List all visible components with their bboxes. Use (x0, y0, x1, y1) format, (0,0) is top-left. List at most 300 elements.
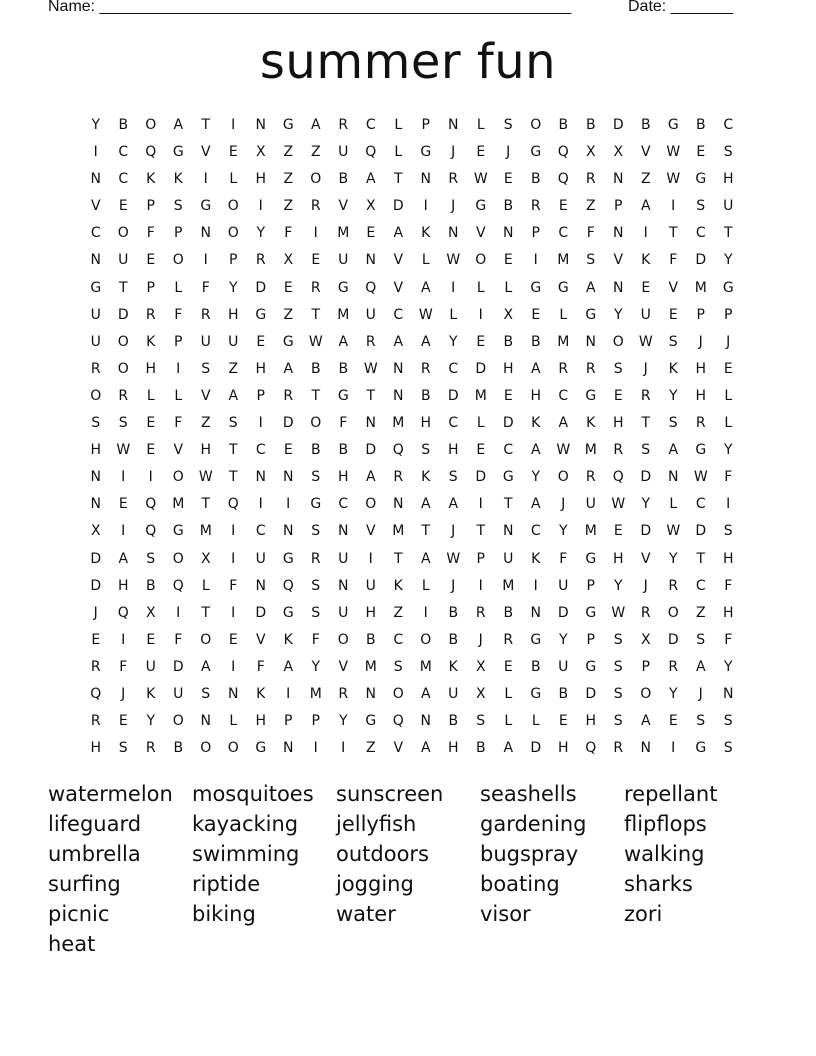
grid-letter: N (420, 171, 431, 188)
grid-letter: G (255, 306, 267, 323)
grid-letter: B (173, 740, 184, 757)
grid-letter: Q (227, 496, 239, 513)
grid-letter: G (695, 740, 707, 757)
grid-letter: Q (392, 713, 404, 730)
grid-letter: V (365, 523, 376, 540)
grid-letter: B (530, 333, 541, 350)
grid-letter: T (118, 279, 128, 296)
grid-letter: T (503, 496, 513, 513)
grid-letter: Y (146, 713, 156, 730)
grid-letter: D (695, 523, 707, 540)
word-list-item: visor (480, 902, 531, 926)
grid-letter: N (503, 225, 514, 242)
grid-letter: L (531, 713, 540, 730)
grid-letter: C (365, 117, 376, 133)
grid-letter: Q (365, 279, 377, 296)
grid-letter: Z (200, 415, 211, 432)
grid-letter: G (172, 523, 184, 540)
grid-letter: S (613, 658, 623, 675)
grid-letter: C (90, 225, 101, 242)
grid-letter: H (227, 306, 239, 323)
grid-letter: E (558, 713, 568, 730)
grid-letter: G (200, 198, 212, 215)
word-list-item: gardening (480, 812, 587, 836)
grid-letter: Z (283, 171, 294, 188)
grid-letter: K (421, 225, 431, 242)
grid-letter: E (613, 387, 623, 404)
grid-letter: G (365, 713, 377, 730)
grid-letter: T (696, 550, 706, 567)
grid-letter: S (311, 577, 321, 594)
grid-letter: A (695, 658, 706, 675)
grid-letter: T (668, 225, 678, 242)
grid-letter: F (146, 225, 155, 242)
grid-letter: N (200, 225, 211, 242)
grid-letter: V (640, 144, 651, 161)
grid-letter: S (503, 117, 513, 133)
page-title: summer fun (259, 34, 557, 90)
grid-letter: A (668, 442, 679, 459)
grid-letter: O (172, 469, 184, 486)
grid-letter: M (337, 225, 350, 242)
grid-letter: O (392, 685, 404, 702)
grid-letter: L (174, 387, 183, 404)
grid-letter: E (696, 144, 706, 161)
grid-row (82, 359, 742, 386)
grid-letter: J (643, 577, 648, 594)
grid-row (82, 630, 742, 657)
grid-letter: B (338, 442, 349, 459)
grid-letter: G (255, 740, 267, 757)
grid-letter: F (586, 225, 595, 242)
grid-row (82, 494, 742, 521)
grid-letter: W (638, 333, 653, 350)
grid-letter: V (475, 225, 486, 242)
grid-letter: W (556, 442, 571, 459)
grid-letter: U (723, 198, 734, 215)
grid-letter: H (420, 415, 432, 432)
grid-letter: X (585, 144, 596, 161)
grid-letter: C (255, 442, 266, 459)
grid-letter: B (503, 604, 514, 621)
grid-letter: W (363, 360, 378, 377)
grid-letter: P (311, 713, 320, 730)
grid-letter: Y (311, 658, 321, 675)
grid-letter: D (255, 279, 267, 296)
grid-letter: L (449, 306, 458, 323)
grid-letter: Q (145, 144, 157, 161)
grid-letter: N (338, 523, 349, 540)
grid-letter: N (613, 225, 624, 242)
grid-letter: L (174, 279, 183, 296)
grid-letter: Y (613, 577, 623, 594)
grid-letter: I (121, 469, 126, 486)
grid-letter: B (475, 740, 486, 757)
grid-letter: A (393, 333, 404, 350)
grid-letter: Q (365, 144, 377, 161)
grid-letter: S (613, 360, 623, 377)
grid-letter: E (146, 252, 156, 269)
grid-letter: R (338, 117, 349, 133)
grid-letter: I (478, 496, 483, 513)
grid-letter: P (724, 306, 733, 323)
grid-letter: C (448, 360, 459, 377)
grid-letter: G (695, 171, 707, 188)
grid-letter: F (174, 415, 183, 432)
grid-letter: B (420, 387, 431, 404)
grid-letter: H (722, 171, 734, 188)
grid-letter: O (227, 740, 239, 757)
word-list-item: walking (624, 842, 705, 866)
grid-letter: E (146, 631, 156, 648)
grid-letter: O (667, 604, 679, 621)
grid-letter: I (726, 496, 731, 513)
grid-letter: A (283, 658, 294, 675)
grid-letter: I (533, 577, 538, 594)
grid-row (82, 305, 742, 332)
grid-letter: V (640, 550, 651, 567)
grid-letter: U (145, 658, 156, 675)
grid-letter: K (173, 171, 183, 188)
grid-letter: W (308, 333, 323, 350)
grid-letter: U (448, 685, 459, 702)
grid-letter: L (724, 415, 733, 432)
word-list-item: bugspray (480, 842, 579, 866)
grid-letter: P (146, 279, 155, 296)
grid-letter: G (530, 279, 542, 296)
grid-letter: G (282, 550, 294, 567)
grid-letter: U (503, 550, 514, 567)
grid-letter: P (614, 198, 623, 215)
grid-letter: R (145, 306, 156, 323)
grid-letter: J (478, 631, 483, 648)
grid-letter: H (722, 604, 734, 621)
grid-letter: S (723, 523, 733, 540)
grid-letter: T (421, 523, 431, 540)
grid-letter: V (393, 252, 404, 269)
grid-letter: I (423, 604, 428, 621)
grid-letter: R (585, 171, 596, 188)
grid-row (82, 413, 742, 440)
grid-letter: V (90, 198, 101, 215)
grid-letter: R (200, 306, 211, 323)
grid-letter: E (723, 360, 733, 377)
grid-letter: P (146, 198, 155, 215)
grid-letter: D (392, 198, 404, 215)
grid-letter: S (201, 685, 211, 702)
grid-letter: Y (613, 306, 623, 323)
grid-letter: K (641, 252, 651, 269)
grid-letter: C (393, 631, 404, 648)
grid-letter: Y (531, 469, 541, 486)
grid-letter: A (503, 740, 514, 757)
grid-letter: E (91, 631, 101, 648)
grid-letter: U (338, 550, 349, 567)
grid-letter: N (613, 279, 624, 296)
grid-letter: K (146, 171, 156, 188)
grid-letter: S (696, 198, 706, 215)
grid-letter: D (695, 252, 707, 269)
letter-grid (82, 115, 742, 765)
grid-letter: I (258, 198, 263, 215)
grid-letter: R (90, 658, 101, 675)
grid-letter: H (502, 360, 514, 377)
grid-letter: H (447, 442, 459, 459)
grid-row (82, 115, 742, 142)
grid-letter: C (503, 442, 514, 459)
grid-letter: B (448, 713, 459, 730)
grid-letter: Z (228, 360, 239, 377)
grid-letter: S (696, 631, 706, 648)
grid-letter: W (418, 306, 433, 323)
grid-letter: V (393, 279, 404, 296)
grid-letter: G (722, 279, 734, 296)
grid-letter: F (724, 631, 733, 648)
grid-letter: E (476, 442, 486, 459)
grid-letter: R (90, 360, 101, 377)
grid-letter: A (338, 333, 349, 350)
grid-letter: O (530, 117, 542, 133)
grid-letter: N (283, 469, 294, 486)
grid-letter: R (310, 279, 321, 296)
grid-letter: E (668, 306, 678, 323)
grid-letter: J (698, 685, 703, 702)
grid-letter: O (172, 252, 184, 269)
grid-letter: P (256, 387, 265, 404)
grid-letter: G (420, 144, 432, 161)
grid-letter: L (394, 117, 403, 133)
grid-letter: O (172, 713, 184, 730)
grid-letter: M (392, 523, 405, 540)
grid-letter: Y (668, 685, 678, 702)
grid-letter: S (668, 415, 678, 432)
grid-letter: Q (145, 496, 157, 513)
grid-letter: N (90, 496, 101, 513)
grid-letter: H (612, 415, 624, 432)
grid-letter: N (420, 713, 431, 730)
grid-letter: O (200, 740, 212, 757)
grid-letter: R (90, 713, 101, 730)
grid-letter: D (475, 469, 487, 486)
grid-letter: Z (393, 604, 404, 621)
grid-letter: S (146, 550, 156, 567)
grid-letter: R (558, 360, 569, 377)
grid-letter: I (671, 740, 676, 757)
grid-row (82, 684, 742, 711)
grid-letter: E (256, 333, 266, 350)
grid-letter: D (90, 550, 102, 567)
grid-letter: L (201, 577, 210, 594)
grid-letter: I (533, 252, 538, 269)
grid-letter: Q (90, 685, 102, 702)
grid-letter: C (448, 415, 459, 432)
grid-letter: S (421, 442, 431, 459)
grid-letter: I (258, 415, 263, 432)
word-row (48, 781, 768, 811)
grid-letter: T (228, 469, 238, 486)
grid-letter: Z (310, 144, 321, 161)
grid-letter: S (696, 713, 706, 730)
grid-letter: B (338, 360, 349, 377)
grid-letter: Q (172, 577, 184, 594)
grid-letter: T (201, 496, 211, 513)
grid-letter: N (530, 604, 541, 621)
grid-letter: B (530, 658, 541, 675)
grid-letter: R (420, 360, 431, 377)
grid-letter: N (90, 252, 101, 269)
grid-row (82, 738, 742, 765)
grid-letter: L (476, 415, 485, 432)
grid-letter: N (255, 577, 266, 594)
grid-letter: A (228, 387, 239, 404)
grid-letter: S (393, 658, 403, 675)
grid-letter: W (116, 442, 131, 459)
word-list-item: flipflops (624, 812, 707, 836)
grid-letter: H (585, 713, 597, 730)
grid-letter: U (173, 685, 184, 702)
grid-letter: R (585, 360, 596, 377)
grid-letter: J (93, 604, 98, 621)
grid-letter: R (283, 387, 294, 404)
grid-row (82, 142, 742, 169)
grid-letter: I (258, 496, 263, 513)
grid-letter: A (640, 198, 651, 215)
grid-letter: J (643, 360, 648, 377)
grid-letter: G (530, 631, 542, 648)
grid-letter: Y (668, 550, 678, 567)
grid-letter: G (310, 496, 322, 513)
grid-letter: O (117, 333, 129, 350)
grid-letter: H (255, 171, 267, 188)
word-list-item: surfing (48, 872, 121, 896)
grid-letter: S (668, 333, 678, 350)
grid-letter: U (90, 333, 101, 350)
header-line (48, 0, 748, 20)
grid-letter: H (90, 442, 102, 459)
grid-letter: X (613, 144, 624, 161)
grid-letter: U (365, 306, 376, 323)
grid-letter: T (393, 171, 403, 188)
grid-letter: W (666, 171, 681, 188)
grid-letter: G (667, 117, 679, 133)
grid-row (82, 223, 742, 250)
grid-letter: J (698, 333, 703, 350)
grid-letter: E (558, 198, 568, 215)
grid-letter: A (640, 713, 651, 730)
grid-letter: Z (283, 144, 294, 161)
grid-letter: C (695, 225, 706, 242)
grid-letter: D (447, 387, 459, 404)
grid-letter: Z (695, 604, 706, 621)
grid-letter: R (640, 387, 651, 404)
grid-letter: G (530, 685, 542, 702)
grid-letter: S (201, 360, 211, 377)
grid-letter: X (145, 604, 156, 621)
grid-letter: K (283, 631, 293, 648)
grid-letter: H (695, 387, 707, 404)
grid-letter: L (421, 577, 430, 594)
word-list-item: seashells (480, 782, 577, 806)
word-row (48, 871, 768, 901)
grid-letter: D (612, 117, 624, 133)
grid-letter: I (93, 144, 98, 161)
grid-letter: A (585, 279, 596, 296)
grid-letter: N (668, 469, 679, 486)
grid-letter: S (613, 685, 623, 702)
grid-letter: U (338, 252, 349, 269)
grid-letter: G (585, 550, 597, 567)
grid-letter: R (118, 387, 129, 404)
grid-letter: O (475, 252, 487, 269)
grid-letter: L (504, 279, 513, 296)
grid-letter: O (227, 225, 239, 242)
grid-letter: M (172, 496, 185, 513)
grid-letter: I (478, 306, 483, 323)
grid-row (82, 196, 742, 223)
grid-letter: H (255, 360, 267, 377)
grid-letter: C (118, 144, 129, 161)
grid-letter: X (475, 685, 486, 702)
grid-letter: N (228, 685, 239, 702)
grid-letter: P (174, 225, 183, 242)
grid-letter: D (667, 631, 679, 648)
grid-letter: W (198, 469, 213, 486)
grid-letter: F (559, 550, 568, 567)
grid-letter: N (503, 523, 514, 540)
grid-letter: U (228, 333, 239, 350)
grid-letter: A (118, 550, 129, 567)
grid-letter: X (255, 144, 266, 161)
grid-letter: B (448, 604, 459, 621)
grid-letter: I (671, 198, 676, 215)
grid-letter: O (145, 117, 157, 133)
grid-letter: A (310, 117, 321, 133)
grid-letter: D (502, 415, 514, 432)
grid-letter: C (558, 225, 569, 242)
grid-letter: J (451, 523, 456, 540)
grid-letter: D (255, 604, 267, 621)
grid-letter: R (613, 740, 624, 757)
grid-letter: A (365, 469, 376, 486)
grid-letter: X (365, 198, 376, 215)
grid-letter: L (476, 279, 485, 296)
grid-letter: R (255, 252, 266, 269)
grid-letter: H (200, 442, 212, 459)
grid-letter: O (227, 198, 239, 215)
grid-letter: P (586, 577, 595, 594)
grid-letter: S (311, 523, 321, 540)
grid-letter: L (559, 306, 568, 323)
grid-letter: O (612, 333, 624, 350)
word-list-item: repellant (624, 782, 718, 806)
grid-letter: B (503, 333, 514, 350)
grid-letter: B (310, 360, 321, 377)
grid-letter: P (421, 117, 430, 133)
grid-letter: O (365, 496, 377, 513)
grid-letter: A (365, 171, 376, 188)
grid-letter: O (337, 631, 349, 648)
grid-letter: A (393, 225, 404, 242)
grid-letter: U (558, 658, 569, 675)
grid-letter: F (174, 306, 183, 323)
grid-letter: M (694, 279, 707, 296)
grid-letter: F (201, 279, 210, 296)
grid-letter: G (337, 387, 349, 404)
grid-letter: N (365, 415, 376, 432)
grid-letter: D (557, 604, 569, 621)
grid-letter: Y (723, 252, 733, 269)
word-row (48, 901, 768, 931)
